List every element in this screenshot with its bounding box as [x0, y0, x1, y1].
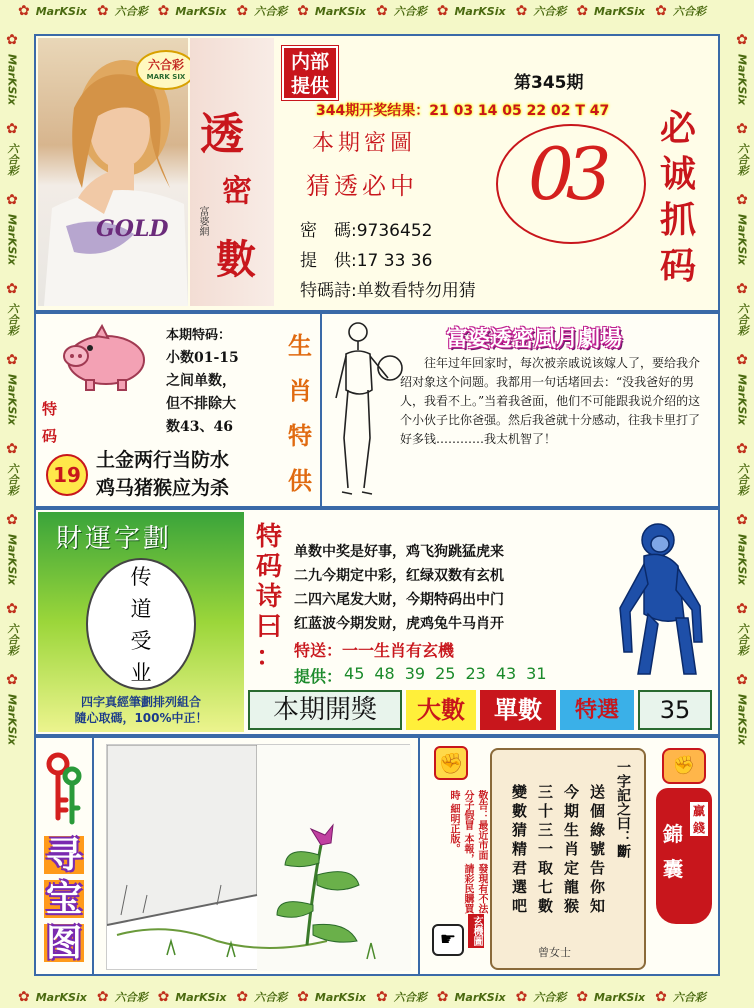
tag-big: 大數	[406, 690, 476, 730]
border-brand-text: 六合彩	[393, 991, 427, 1004]
poem-line: 二四六尾发大财，今期特码出中门	[294, 592, 504, 608]
poem-line: 单数中奖是好事，鸡飞狗跳猛虎来	[294, 544, 504, 560]
border-brand-item	[18, 3, 87, 19]
rhyme-line: 鸡马猪猴应为杀	[96, 477, 230, 499]
flower-icon: ✿	[436, 989, 449, 1005]
title-char-3: 數	[216, 236, 256, 283]
monkey-illustration	[604, 514, 710, 684]
fortune-oval	[86, 558, 196, 690]
scroll-lines	[506, 784, 610, 940]
pouch-text	[660, 818, 686, 882]
flower-icon: ✿	[576, 989, 589, 1005]
tag-odd: 單數	[480, 690, 556, 730]
border-brand-item	[734, 32, 750, 105]
border-brand-text: MarKSix	[5, 534, 19, 586]
border-brand-item	[236, 989, 287, 1005]
fortune-box	[38, 512, 244, 732]
warn-line: 細明正版。	[448, 803, 459, 854]
badge-text: 内部提供	[290, 51, 329, 97]
guess-text: 猜透必中	[306, 172, 418, 200]
flower-icon: ✿	[655, 3, 667, 19]
border-brand-text: 六合彩	[736, 623, 749, 657]
border-brand-item	[4, 32, 20, 105]
border-brand-item	[655, 3, 706, 19]
scroll-title-text: 一字記之曰：斷	[615, 760, 631, 858]
provide-number: 25	[435, 664, 456, 683]
fist-icon: ✊	[434, 746, 468, 780]
xuanji-text: 玄機圖	[471, 916, 482, 946]
flower-icon: ✿	[4, 192, 20, 209]
border-brand-text: MarKSix	[735, 374, 749, 426]
side-vertical	[284, 326, 316, 496]
tip-line: 数43、46	[166, 419, 233, 435]
flower-icon: ✿	[297, 989, 309, 1005]
flower-icon: ✿	[4, 672, 20, 689]
provide-number: 43	[495, 664, 517, 683]
border-brand-item	[734, 192, 750, 265]
slogan-char-4: 码	[659, 245, 696, 287]
draw-label: 本期開獎	[248, 690, 402, 730]
badge-inside	[282, 46, 338, 100]
provide-number: 23	[465, 664, 486, 683]
keys-icon	[38, 748, 88, 828]
pouch-badge-char: 贏	[692, 804, 705, 818]
flower-icon: ✿	[157, 989, 170, 1005]
panel-poem	[34, 508, 720, 736]
panel-treasure	[34, 736, 720, 976]
flower-icon: ✿	[4, 32, 20, 48]
publisher-text: 富婆網	[197, 206, 208, 236]
flower-icon: ✿	[515, 3, 528, 19]
poem-title	[252, 522, 286, 672]
border-brand-text: 六合彩	[393, 5, 427, 18]
oval-char-3: 受	[130, 629, 152, 653]
border-brand-item	[4, 192, 20, 265]
logo-sub: MARK SIX	[146, 73, 186, 81]
border-brand-item	[376, 3, 427, 19]
flower-icon: ✿	[96, 989, 109, 1005]
border-brand-item	[4, 672, 20, 745]
title-char-2: 密	[222, 174, 252, 209]
border-brand-item	[437, 3, 506, 19]
border-brand-text: MarKSix	[35, 4, 87, 18]
border-brand-text: 六合彩	[114, 5, 148, 18]
flower-icon: ✿	[4, 352, 20, 369]
border-brand-text: MarKSix	[5, 694, 19, 746]
tesong-value: 一一生肖有玄機	[342, 641, 455, 660]
oval-char-4: 业	[130, 661, 152, 685]
title-char-1: 透	[200, 109, 244, 160]
flower-icon: ✿	[376, 3, 388, 19]
border-brand-text: 六合彩	[254, 991, 288, 1004]
flower-icon: ✿	[734, 601, 750, 618]
pouch-top: ✊	[662, 748, 706, 784]
panel4-divider-1	[92, 738, 94, 976]
side-slogan	[648, 106, 708, 306]
poem-label: 特碼詩:	[300, 281, 357, 301]
scroll-line: 三十三一取七數	[536, 784, 554, 917]
border-brand-item	[734, 352, 750, 425]
border-brand-text: 六合彩	[6, 623, 19, 657]
border-brand-item	[158, 989, 227, 1005]
warn-title: 敬告：最近市面	[476, 790, 487, 860]
treasure-sketch	[107, 745, 411, 971]
poem-row	[300, 276, 476, 301]
flower-icon: ✿	[655, 989, 667, 1005]
border-brand-item	[18, 989, 87, 1005]
border-brand-text: MarKSix	[594, 990, 646, 1004]
border-brand-item	[97, 3, 148, 19]
right-border	[730, 22, 754, 986]
tip-line: 但不排除大	[166, 396, 236, 412]
border-brand-text: MarKSix	[314, 4, 366, 18]
tip-line: 本期特码：	[166, 328, 232, 343]
heading: 本期密圖	[312, 131, 417, 156]
scroll-line: 變數猜精君選吧	[510, 784, 528, 917]
border-brand-item	[297, 989, 366, 1005]
vertical-char-4: 供	[288, 466, 312, 495]
provide-label: 提供：	[294, 667, 343, 686]
border-brand-item	[297, 3, 366, 19]
draw-result: 344期开奖结果：21 03 14 05 22 02 T 47	[316, 103, 610, 119]
supply-value: 17 33 36	[356, 251, 433, 271]
flower-icon: ✿	[236, 3, 249, 19]
border-brand-item	[734, 672, 750, 745]
pouch-char: 囊	[663, 857, 683, 881]
top-border	[0, 0, 754, 22]
pouch-badge-char: 錢	[692, 821, 705, 835]
border-brand-text: 六合彩	[736, 303, 749, 337]
border-brand-text: MarKSix	[735, 54, 749, 106]
flower-icon: ✿	[297, 3, 309, 19]
flower-icon: ✿	[18, 989, 30, 1005]
poem-line: 红蓝波今期发财，虎鸡兔牛马肖开	[294, 616, 504, 632]
theater-title: 富婆透密風月劇場	[446, 327, 623, 352]
flower-icon: ✿	[734, 192, 750, 209]
logo-text: 六合彩	[147, 58, 184, 72]
flower-icon: ✿	[576, 3, 589, 19]
border-brand-text: 六合彩	[672, 5, 706, 18]
rhyme-lines	[96, 446, 229, 502]
left-border	[0, 22, 24, 986]
scroll-title	[614, 760, 632, 858]
warning-notice	[428, 790, 488, 914]
border-brand-item	[236, 3, 287, 19]
flower-icon: ✿	[4, 121, 20, 138]
border-brand-text: MarKSix	[175, 990, 227, 1004]
flower-icon: ✿	[734, 512, 750, 529]
story-text: 往年过年回家时，每次被亲戚说该嫁人了，要给我介绍对象这个问题。我都用一句话堵回去：“没我爸好的男人，我看不上。”当着我爸面，他们不可能跟我说介绍的这个小伙子比你爸强。然后我爸就十分感动，往我卡里打了好多钱…………我太机智了！	[400, 356, 701, 446]
border-brand-text: 六合彩	[736, 463, 749, 497]
border-brand-text: MarKSix	[35, 990, 87, 1004]
hand-icon: ☛	[432, 924, 464, 956]
poem-value: 单数看特勿用猜	[356, 281, 476, 301]
vertical-char-1: 生	[288, 331, 312, 360]
border-brand-item	[734, 601, 750, 656]
border-brand-text: MarKSix	[175, 4, 227, 18]
pig-icon	[56, 322, 156, 392]
treasure-picture	[106, 744, 410, 970]
border-brand-text: MarKSix	[5, 374, 19, 426]
flower-icon: ✿	[96, 3, 109, 19]
scroll-signature: 曾女士	[538, 946, 571, 959]
warn-line: 發現有不法分子假冒	[462, 790, 487, 914]
flower-icon: ✿	[18, 3, 30, 19]
xuanji-label	[468, 914, 484, 948]
oval-char-1: 传	[130, 565, 152, 589]
tesong-label: 特送：	[294, 641, 343, 660]
warn-line: 本報，請彩民購買時	[448, 790, 473, 914]
flower-icon: ✿	[734, 281, 750, 298]
slogan-char-3: 抓	[659, 199, 696, 241]
provide-number: 39	[404, 664, 426, 683]
border-brand-item	[734, 512, 750, 585]
vertical-char-3: 特	[288, 421, 312, 450]
border-brand-text: MarKSix	[735, 534, 749, 586]
border-brand-item	[734, 281, 750, 336]
flower-icon: ✿	[376, 989, 388, 1005]
poem-lines	[294, 540, 504, 636]
oval-char-2: 道	[130, 597, 152, 621]
flower-icon: ✿	[4, 601, 20, 618]
flower-icon: ✿	[734, 121, 750, 138]
border-brand-text: MarKSix	[454, 4, 506, 18]
poem-line: 二九今期定中彩，红绿双数有玄机	[294, 568, 504, 584]
border-brand-item	[158, 3, 227, 19]
rhyme-line: 土金两行当防水	[96, 449, 230, 471]
border-brand-text: 六合彩	[6, 143, 19, 177]
border-brand-item	[437, 989, 506, 1005]
flower-icon: ✿	[4, 281, 20, 298]
border-brand-item	[576, 989, 645, 1005]
border-brand-text: 六合彩	[533, 5, 567, 18]
tip-line: 之间单数，	[166, 373, 236, 389]
tag-number: 35	[638, 690, 712, 730]
border-brand-text: MarKSix	[735, 694, 749, 746]
logo-badge	[136, 50, 196, 90]
vertical-char-2: 肖	[288, 376, 312, 405]
flower-icon: ✿	[236, 989, 249, 1005]
poem-title-char: 特	[255, 522, 282, 552]
footer-line: 隨心取碼，100%中正！	[74, 711, 208, 725]
handwritten-number: 03	[528, 132, 604, 216]
fortune-title: 財運字劃	[56, 524, 173, 554]
poem-title-char: 曰	[255, 612, 282, 642]
border-brand-text: 六合彩	[114, 991, 148, 1004]
flower-icon: ✿	[734, 672, 750, 689]
border-brand-item	[4, 601, 20, 656]
footer-line: 四字真經筆劃排列組合	[80, 695, 201, 709]
xunbao-char: 宝	[45, 878, 82, 920]
tema-label	[42, 398, 62, 446]
border-brand-item	[4, 281, 20, 336]
panel4-divider-2	[418, 738, 420, 976]
publisher	[192, 206, 208, 236]
title-column	[190, 38, 274, 306]
border-brand-item	[655, 989, 706, 1005]
issue-number: 第345期	[514, 73, 584, 93]
border-brand-text: 六合彩	[672, 991, 706, 1004]
shirt-text: GOLD	[96, 216, 169, 242]
border-brand-item	[4, 121, 20, 176]
border-brand-item	[516, 3, 567, 19]
xunbao-char: 寻	[45, 834, 82, 876]
number-ball: 19	[46, 454, 88, 496]
border-brand-text: 六合彩	[533, 991, 567, 1004]
panel-zodiac	[34, 312, 720, 508]
poem-title-char: ：	[255, 642, 282, 672]
bottom-border	[0, 986, 754, 1008]
slogan-char-2: 诚	[659, 153, 696, 195]
code-value: 9736452	[356, 221, 433, 241]
code-row	[300, 216, 432, 241]
lucky-pouch	[656, 748, 716, 926]
scroll-line: 送個綠號告你知	[588, 784, 606, 917]
tesong-row	[294, 638, 454, 661]
border-brand-text: 六合彩	[254, 5, 288, 18]
border-brand-item	[4, 352, 20, 425]
xunbao-char: 图	[45, 922, 82, 964]
flower-icon: ✿	[157, 3, 170, 19]
border-brand-text: MarKSix	[454, 990, 506, 1004]
xunbao-title	[42, 836, 86, 962]
border-brand-text: MarKSix	[735, 214, 749, 266]
border-brand-text: 六合彩	[736, 143, 749, 177]
provide-row	[294, 664, 547, 687]
panel2-divider	[320, 314, 322, 508]
border-brand-text: 六合彩	[6, 463, 19, 497]
provide-number: 31	[526, 664, 547, 683]
tip-line: 小数01-15	[166, 350, 239, 366]
pouch-char: 錦	[663, 822, 683, 846]
flower-icon: ✿	[734, 441, 750, 458]
pouch-body	[656, 788, 712, 924]
scroll	[490, 748, 646, 970]
poem-title-char: 诗	[255, 582, 282, 612]
provide-number: 45	[344, 664, 365, 683]
border-brand-text: MarKSix	[5, 214, 19, 266]
panel-secret-code	[34, 34, 720, 312]
border-brand-text: MarKSix	[314, 990, 366, 1004]
fortune-footer	[42, 694, 240, 726]
pouch-badge	[690, 802, 708, 836]
border-brand-text: MarKSix	[594, 4, 646, 18]
supply-row	[300, 246, 432, 271]
border-brand-item	[576, 3, 645, 19]
code-label: 密 碼:	[300, 221, 357, 241]
border-brand-text: MarKSix	[5, 54, 19, 106]
provide-number: 48	[374, 664, 395, 683]
border-brand-item	[97, 989, 148, 1005]
tag-special: 特選	[560, 690, 634, 730]
flower-icon: ✿	[4, 441, 20, 458]
border-brand-item	[4, 441, 20, 496]
border-brand-text: 六合彩	[6, 303, 19, 337]
flower-icon: ✿	[436, 3, 449, 19]
tip-lines	[166, 324, 239, 439]
poem-title-char: 码	[255, 552, 282, 582]
scroll-line: 今期生肖定龍猴	[562, 784, 580, 917]
border-brand-item	[734, 121, 750, 176]
border-brand-item	[376, 989, 427, 1005]
draw-bar	[248, 690, 716, 730]
dancer-sketch	[328, 318, 408, 504]
border-brand-item	[4, 512, 20, 585]
tema-char-1: 特	[42, 400, 58, 418]
flower-icon: ✿	[734, 32, 750, 48]
slogan-char-1: 必	[659, 107, 696, 149]
border-brand-item	[516, 989, 567, 1005]
supply-label: 提 供:	[300, 251, 357, 271]
border-brand-item	[734, 441, 750, 496]
flower-icon: ✿	[4, 512, 20, 529]
flower-icon: ✿	[515, 989, 528, 1005]
flower-icon: ✿	[734, 352, 750, 369]
tema-char-2: 码	[42, 427, 58, 445]
